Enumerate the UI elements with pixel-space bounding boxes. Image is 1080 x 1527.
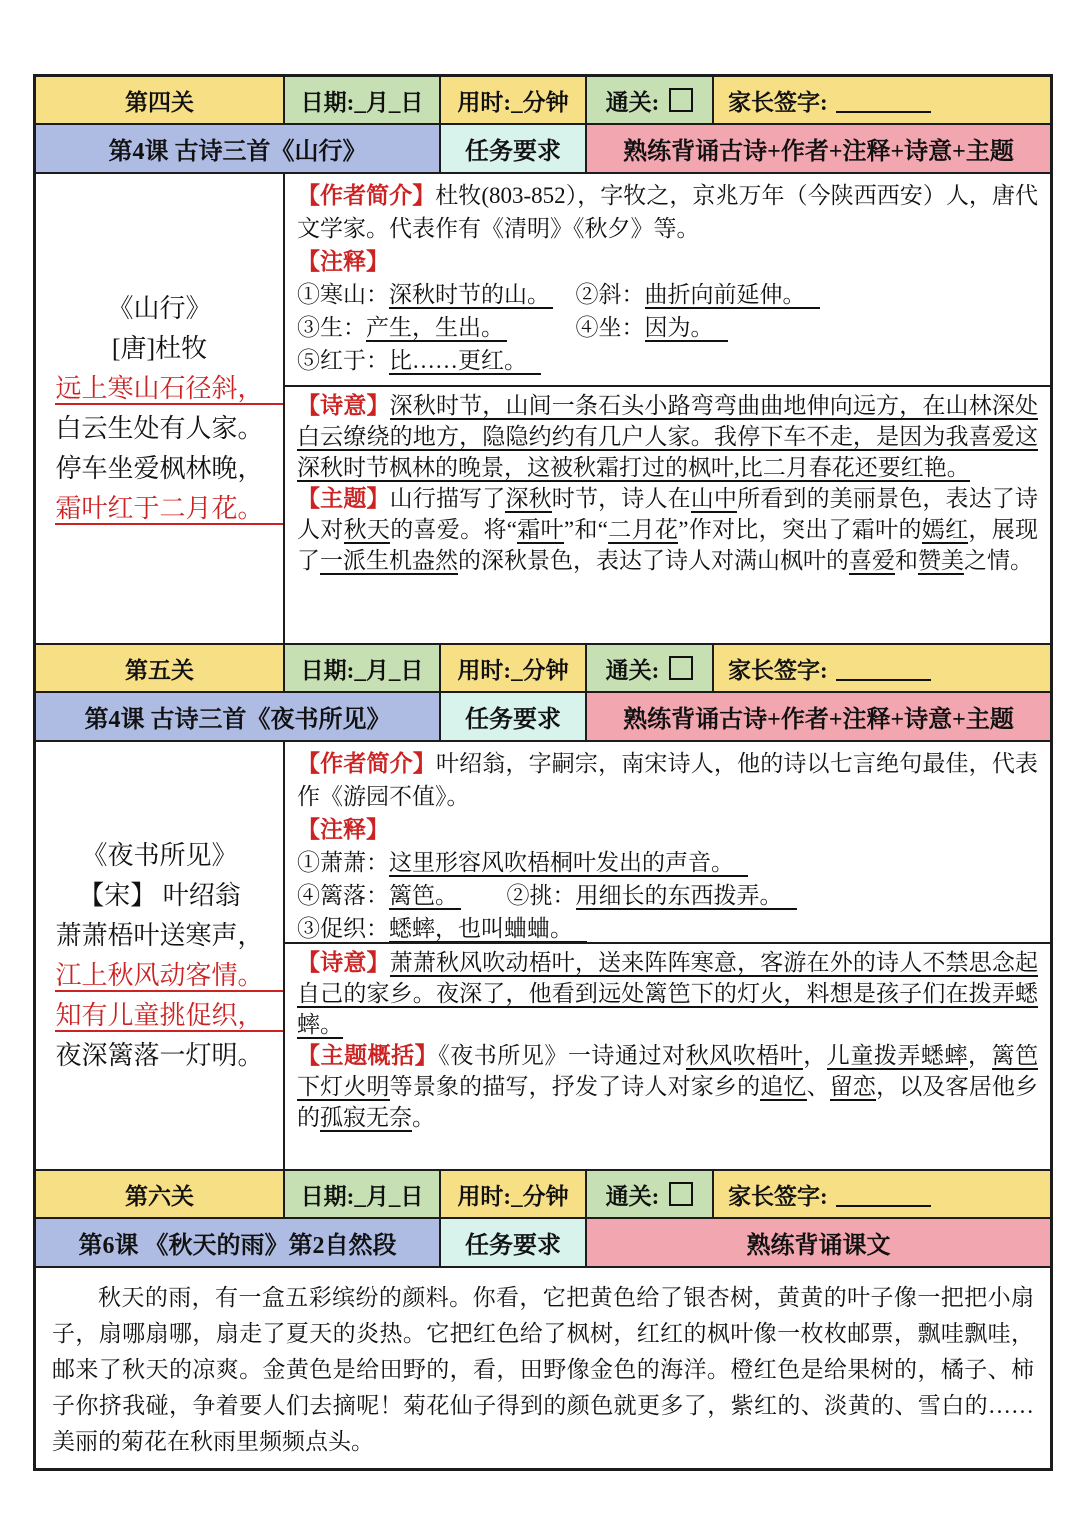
text-segment: 白云生处有人家。 (55, 413, 264, 443)
author-notes-cell (285, 742, 1050, 944)
task-label: 任务要求 (441, 125, 587, 172)
date-field[interactable]: 日期:_月_日 (285, 645, 441, 691)
text-segment: 【诗意】 (297, 393, 390, 418)
text-segment: 一派生机盎然 (320, 548, 458, 573)
passage-text: 秋天的雨，有一盒五彩缤纷的颜料。你看，它把黄色给了银杏树，黄黄的叶子像一把把小扇子，扇哪扇哪，扇走了夏天的炎热。它把红色给了枫树，红红的枫叶像一枚枚邮票，飘哇飘哇，邮来了秋天的凉爽。金黄色是给田野的，看，田野像金色的海洋。橙红色是给果树的，橘子、柿子你挤我碰，争着要人们去摘呢！菊花仙子得到的颜色就更多了，紫红的、淡黄的、雪白的……美丽的菊花在秋雨里频频点头。 (52, 1285, 1034, 1454)
text-segment: [唐]杜牧 (111, 333, 208, 363)
poem-line (55, 369, 263, 409)
paragraph (297, 344, 1038, 377)
text-segment: 萧萧秋风吹动梧叶，送来阵阵寒意，客游在外的诗人不禁思念起自己的家乡。夜深了，他看到远处篱笆下的灯火，料想是孩子们在拨弄蟋蟀。 (297, 950, 1039, 1037)
paragraph (297, 947, 1038, 1040)
text-segment: 萧萧梧叶送寒声， (55, 920, 264, 950)
poem-line (55, 1036, 263, 1076)
text-segment: 秋天 (343, 517, 391, 542)
text-segment: 时节，诗人在 (551, 486, 691, 511)
signature-label: 家长签字: (728, 657, 828, 683)
paragraph (297, 846, 1038, 879)
text-segment: ， (967, 1043, 992, 1068)
stage-title: 第四关 (36, 77, 285, 123)
text-segment: 《夜书所见》一诗通过对 (438, 1043, 686, 1068)
paragraph (297, 879, 1038, 912)
text-segment: 【宋】 叶绍翁 (78, 880, 241, 910)
text-segment: 霜叶红于二月花。 (55, 494, 285, 525)
text-segment: 曲折向前延伸。 (645, 282, 820, 309)
pass-label: 通关: (605, 657, 660, 683)
text-segment: ⑤红于： (297, 348, 389, 373)
text-segment: 夜深篱落一灯明。 (55, 1040, 264, 1070)
poem-line (112, 329, 207, 369)
paragraph (297, 747, 1038, 813)
text-segment: 、 (806, 1074, 830, 1099)
text-segment: 嫣红 (921, 517, 969, 542)
date-field[interactable]: 日期:_月_日 (285, 77, 441, 123)
text-segment: ，展现了 (297, 517, 1039, 573)
task-requirement: 熟练背诵课文 (587, 1219, 1050, 1266)
paragraph (297, 813, 1038, 846)
text-segment: ③生： (297, 315, 366, 340)
worksheet-table (33, 74, 1053, 1471)
text-segment: ②挑： (506, 883, 576, 908)
text-segment: ”和“ (563, 517, 608, 542)
pass-label: 通关: (605, 89, 660, 115)
text-segment: 赞美 (918, 548, 964, 573)
poem-cell-yeshusuojian (36, 742, 285, 1169)
poem-line (55, 449, 263, 489)
text-segment: 叶绍翁，字嗣宗，南宋诗人，他的诗以七言绝句最佳，代表作《游园不值》。 (297, 751, 1039, 809)
section-body-3 (36, 1268, 1050, 1468)
pass-label: 通关: (605, 1183, 660, 1209)
text-segment: 比……更红。 (389, 348, 541, 375)
text-segment: 【主题】 (297, 486, 390, 511)
notes-column (285, 742, 1050, 1169)
poem-cell-shanxing (36, 174, 285, 643)
text-segment: 二月花 (607, 517, 679, 542)
paragraph (297, 912, 1038, 944)
text-segment: 《山行》 (107, 293, 212, 323)
text-segment: ④篱落： (297, 883, 389, 908)
text-segment: 的喜爱。将“ (390, 517, 517, 542)
signature-blank[interactable] (836, 1182, 931, 1207)
signature-blank[interactable] (836, 88, 931, 113)
signature-field (714, 645, 1050, 691)
pass-field (587, 77, 714, 123)
text-segment: 山中 (690, 486, 738, 511)
text-segment: 用细长的东西拨弄。 (576, 883, 797, 910)
text-segment: 留恋 (829, 1074, 877, 1099)
poem-line (81, 836, 237, 876)
text-segment: ”作对比，突出了霜叶的 (678, 517, 922, 542)
text-segment: 江上秋风动客情。 (55, 961, 285, 992)
text-segment: ，以及客居他乡的 (297, 1074, 1039, 1130)
lesson-title: 第4课 古诗三首《夜书所见》 (36, 693, 441, 740)
text-segment: 儿童拨弄蟋蟀 (826, 1043, 968, 1068)
text-segment: 知有儿童挑促织， (55, 1001, 285, 1032)
poem-line (55, 489, 263, 529)
text-segment: 追忆 (760, 1074, 807, 1099)
text-segment: ①寒山： (297, 282, 389, 307)
text-segment: 等景象的描写，抒发了诗人对家乡的 (389, 1074, 761, 1099)
text-segment: 的深秋景色，表达了诗人对满山枫叶的 (458, 548, 849, 573)
paragraph (297, 278, 1038, 311)
signature-blank[interactable] (836, 656, 931, 681)
text-segment: 霜叶 (517, 517, 564, 542)
paragraph (297, 1040, 1038, 1133)
section-body-1 (36, 174, 1050, 645)
stage-header-row-3 (36, 1171, 1050, 1219)
pass-field (587, 645, 714, 691)
signature-label: 家长签字: (728, 89, 828, 115)
poem-line (107, 289, 211, 329)
text-segment: 和 (895, 548, 918, 573)
lesson-row-1 (36, 125, 1050, 174)
text-segment: 孤寂无奈 (320, 1105, 412, 1130)
text-segment: 【作者简介】 (297, 751, 436, 776)
text-segment: 山行描写了 (389, 486, 506, 511)
text-segment: 杜牧(803-852），字牧之，京兆万年（今陕西西安）人，唐代文学家。代表作有《清明》《秋夕》等。 (297, 183, 1038, 241)
task-requirement: 熟练背诵古诗+作者+注释+诗意+主题 (587, 693, 1050, 740)
lesson-row-3 (36, 1219, 1050, 1268)
text-segment: 远上寒山石径斜， (55, 374, 285, 405)
notes-column (285, 174, 1050, 643)
pass-checkbox[interactable] (669, 1182, 693, 1206)
text-segment: 篱笆。 (389, 883, 461, 910)
signature-field (714, 1171, 1050, 1217)
text-segment: 【作者简介】 (297, 183, 436, 208)
paragraph (297, 179, 1038, 245)
text-segment: 深秋时节，山间一条石头小路弯弯曲曲地伸向远方，在山林深处白云缭绕的地方，隐隐约约有几户人家。我停下车不走，是因为我喜爱这深秋时节枫林的晚景，这被秋霜打过的枫叶,比二月春花还要红艳。 (297, 393, 1039, 480)
text-segment: 。 (412, 1105, 435, 1130)
time-field[interactable]: 用时:_分钟 (441, 77, 587, 123)
text-segment: ④坐： (575, 315, 645, 340)
text-segment: 深秋 (505, 486, 552, 511)
signature-label: 家长签字: (728, 1183, 828, 1209)
poem-line (55, 956, 263, 996)
text-segment: 篱笆下灯火明 (297, 1043, 1039, 1099)
lesson-title: 第4课 古诗三首《山行》 (36, 125, 441, 172)
section-body-2 (36, 742, 1050, 1171)
text-segment (553, 282, 576, 307)
signature-field (714, 77, 1050, 123)
passage-cell (36, 1268, 1050, 1468)
paragraph (297, 483, 1038, 576)
task-label: 任务要求 (441, 693, 587, 740)
poem-line (55, 916, 263, 956)
text-segment: 深秋时节的山。 (389, 282, 553, 309)
stage-title: 第六关 (36, 1171, 285, 1217)
text-segment: 【注释】 (297, 249, 389, 274)
text-segment: 秋风吹梧叶 (685, 1043, 804, 1068)
text-segment: ②斜： (575, 282, 645, 307)
stage-header-row-2 (36, 645, 1050, 693)
text-segment: ， (803, 1043, 827, 1068)
text-segment: 停车坐爱枫林晚， (55, 453, 264, 483)
text-segment: 产生，生出。 (366, 315, 507, 342)
text-segment: 【注释】 (297, 817, 389, 842)
paragraph (297, 245, 1038, 278)
text-segment: 蟋蟀，也叫蛐蛐。 (389, 916, 587, 943)
task-requirement: 熟练背诵古诗+作者+注释+诗意+主题 (587, 125, 1050, 172)
text-segment: 这里形容风吹梧桐叶发出的声音。 (389, 850, 748, 877)
poem-line (78, 876, 241, 916)
author-notes-cell (285, 174, 1050, 387)
lesson-title: 第6课 《秋天的雨》第2自然段 (36, 1219, 441, 1266)
stage-title: 第五关 (36, 645, 285, 691)
text-segment (461, 883, 507, 908)
text-segment: 喜爱 (849, 548, 895, 573)
meaning-theme-cell (285, 387, 1050, 643)
text-segment: 《夜书所见》 (81, 840, 238, 870)
paragraph (297, 390, 1038, 483)
text-segment: 因为。 (645, 315, 728, 342)
stage-header-row-1 (36, 77, 1050, 125)
time-field[interactable]: 用时:_分钟 (441, 645, 587, 691)
date-field[interactable]: 日期:_月_日 (285, 1171, 441, 1217)
text-segment: ①萧萧： (297, 850, 389, 875)
text-segment: 【诗意】 (297, 950, 390, 975)
lesson-row-2 (36, 693, 1050, 742)
pass-field (587, 1171, 714, 1217)
poem-line (55, 996, 263, 1036)
text-segment: 【主题概括】 (297, 1043, 439, 1068)
text-segment: 之情。 (964, 548, 1033, 573)
text-segment: 所看到的美丽景色，表达了诗人对 (297, 486, 1039, 542)
time-field[interactable]: 用时:_分钟 (441, 1171, 587, 1217)
pass-checkbox[interactable] (669, 656, 693, 680)
pass-checkbox[interactable] (669, 88, 693, 112)
paragraph (297, 311, 1038, 344)
task-label: 任务要求 (441, 1219, 587, 1266)
meaning-theme-cell (285, 944, 1050, 1169)
poem-line (55, 409, 263, 449)
text-segment: ③促织： (297, 916, 389, 941)
text-segment (507, 315, 576, 340)
